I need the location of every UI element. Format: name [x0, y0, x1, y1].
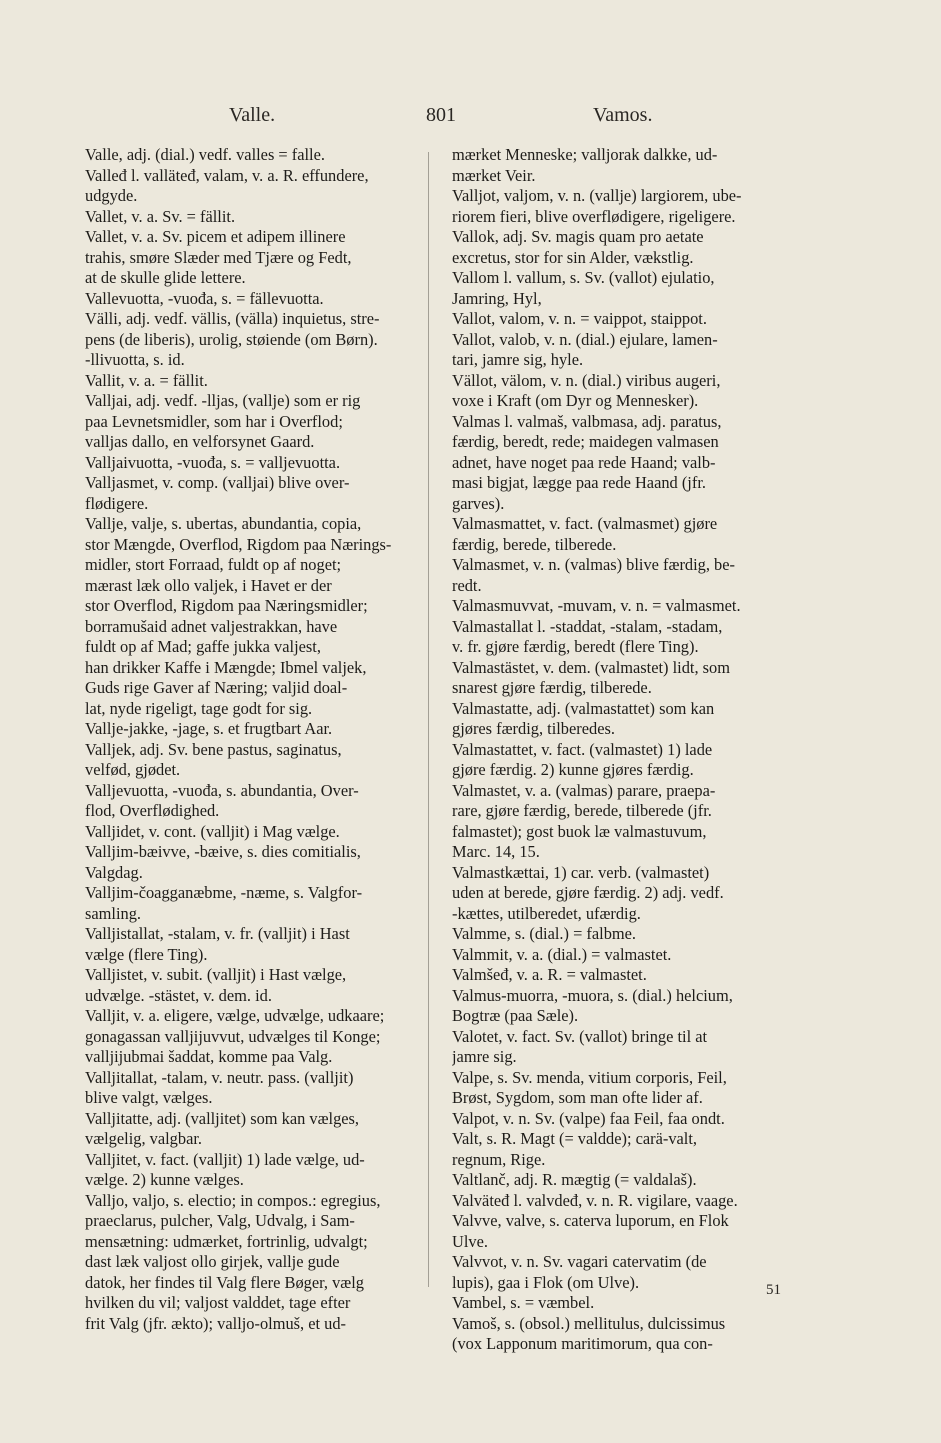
text-line: Valljasmet, v. comp. (valljai) blive over- — [85, 473, 350, 492]
text-line: Vamoš, s. (obsol.) mellitulus, dulcissimus — [452, 1313, 726, 1333]
text-line: Valljit, v. a. eligere, vælge, udvælge, udkaare; — [85, 1006, 385, 1025]
text-line: vælge. 2) kunne vælges. — [85, 1170, 244, 1189]
text-line: masi bigjat, lægge paa rede Haand (jfr. — [452, 473, 706, 492]
text-line: Valljitallat, -talam, v. neutr. pass. (valljit) — [85, 1067, 354, 1087]
text-line: Vallot, valob, v. n. (dial.) ejulare, lamen- — [452, 329, 718, 349]
text-line: gonagassan valljijuvvut, udvælges til Konge; — [85, 1026, 381, 1046]
text-line: Bogtræ (paa Sæle). — [452, 1006, 579, 1025]
text-line: flod, Overflødighed. — [85, 801, 220, 820]
text-line: at de skulle glide lettere. — [85, 268, 246, 287]
text-line: Vallot, valom, v. n. = vaippot, staippot. — [452, 309, 707, 328]
text-line: Valpe, s. Sv. menda, vitium corporis, Feil, — [452, 1067, 727, 1087]
text-line: Valle, adj. (dial.) vedf. valles = falle. — [85, 145, 325, 164]
text-line: Valmasmattet, v. fact. (valmasmet) gjøre — [452, 514, 718, 533]
text-line: falmastet); gost buok læ valmastuvum, — [452, 821, 707, 841]
text-line: Ulve. — [452, 1231, 488, 1251]
text-line: Vallet, v. a. Sv. = fällit. — [85, 206, 236, 226]
text-line: pens (de liberis), urolig, støiende (om Børn). — [85, 329, 378, 349]
text-line: stor Mængde, Overflod, Rigdom paa Nærings- — [85, 534, 392, 554]
text-line: hvilken du vil; valjost valddet, tage efter — [85, 1293, 351, 1312]
text-line: Valljitet, v. fact. (valljit) 1) lade vælge, ud- — [85, 1149, 365, 1169]
text-line: Valleđ l. valläteđ, valam, v. a. R. effundere, — [85, 165, 369, 185]
text-line: Valljai, adj. vedf. -lljas, (vallje) som er rig — [85, 391, 361, 410]
text-line: Valpot, v. n. Sv. (valpe) faa Feil, faa ondt. — [452, 1108, 725, 1128]
text-line: lat, nyde rigeligt, tage godt for sig. — [85, 698, 313, 718]
text-line: tari, jamre sig, hyle. — [452, 350, 584, 369]
text-line: regnum, Rige. — [452, 1149, 546, 1169]
text-line: riorem fieri, blive overflødigere, rigeligere. — [452, 206, 736, 226]
text-line: Jamring, Hyl, — [452, 288, 542, 308]
text-line: Brøst, Sygdom, som man ofte lider af. — [452, 1088, 703, 1107]
text-line: Marc. 14, 15. — [452, 842, 540, 861]
text-line: Vällot, välom, v. n. (dial.) viribus augeri, — [452, 370, 721, 390]
text-line: -kættes, utilberedet, ufærdig. — [452, 903, 641, 923]
text-line: færdig, berede, tilberede. — [452, 534, 617, 554]
text-line: Valvve, valve, s. caterva luporum, en Flok — [452, 1211, 729, 1230]
text-line: velfød, gjødet. — [85, 760, 181, 779]
text-line: mensætning: udmærket, fortrinlig, udvalgt; — [85, 1231, 368, 1251]
text-line: Valmme, s. (dial.) = falbme. — [452, 924, 637, 943]
signature-number: 51 — [766, 1282, 781, 1298]
text-line: Valmastatte, adj. (valmastattet) som kan — [452, 698, 715, 718]
text-line: Valtlanč, adj. R. mægtig (= valdalaš). — [452, 1170, 697, 1189]
text-line: Valljot, valjom, v. n. (vallje) largiorem, ube- — [452, 186, 742, 205]
text-line: Valmšeđ, v. a. R. = valmastet. — [452, 965, 647, 984]
text-line: frit Valg (jfr. ækto); valljo-olmuš, et ud- — [85, 1313, 346, 1333]
text-line: Valt, s. R. Magt (= valdde); carä-valt, — [452, 1129, 698, 1148]
text-line: Valmastästet, v. dem. (valmastet) lidt, som — [452, 657, 730, 677]
text-line: v. fr. gjøre færdig, beredt (flere Ting). — [452, 637, 699, 656]
text-line: udvælge. -stästet, v. dem. id. — [85, 985, 272, 1005]
text-line: Valmmit, v. a. (dial.) = valmastet. — [452, 944, 672, 964]
text-line: Valljitatte, adj. (valljitet) som kan vælges, — [85, 1108, 360, 1128]
text-line: Valljek, adj. Sv. bene pastus, saginatus, — [85, 739, 342, 759]
text-line: flødigere. — [85, 493, 149, 513]
text-line: Valljim-bæivve, -bæive, s. dies comitialis, — [85, 842, 361, 861]
text-line: Valgdag. — [85, 862, 143, 882]
text-line: Välli, adj. vedf. vällis, (välla) inquietus, stre- — [85, 309, 380, 328]
text-line: Vallje-jakke, -jage, s. et frugtbart Aar. — [85, 719, 333, 738]
text-line: dast læk valjost ollo girjek, vallje gude — [85, 1252, 340, 1271]
text-line: vælgelig, valgbar. — [85, 1129, 202, 1148]
text-line: Valmus-muorra, -muora, s. (dial.) helcium, — [452, 985, 733, 1005]
text-line: mærket Menneske; valljorak dalkke, ud- — [452, 145, 718, 164]
text-line: midler, stort Forraad, fuldt op af noget; — [85, 555, 342, 574]
text-line: blive valgt, vælges. — [85, 1088, 213, 1107]
text-line: borramušaid adnet valjestrakkan, have — [85, 616, 338, 636]
text-line: Vambel, s. = væmbel. — [452, 1293, 595, 1312]
text-line: vælge (flere Ting). — [85, 944, 208, 964]
text-line: Vallje, valje, s. ubertas, abundantia, copia, — [85, 514, 362, 533]
text-line: Valmastet, v. a. (valmas) parare, praepa- — [452, 780, 716, 800]
text-line: lupis), gaa i Flok (om Ulve). — [452, 1272, 640, 1292]
text-line: rare, gjøre færdig, berede, tilberede (jfr. — [452, 801, 712, 820]
left-column — [85, 145, 421, 1334]
right-column — [452, 145, 790, 1355]
column-divider — [428, 152, 429, 1287]
text-line: -llivuotta, s. id. — [85, 350, 185, 369]
text-line: Vallom l. vallum, s. Sv. (vallot) ejulatio, — [452, 268, 715, 287]
text-line: samling. — [85, 903, 141, 923]
text-line: voxe i Kraft (om Dyr og Mennesker). — [452, 391, 699, 410]
running-header — [0, 104, 941, 136]
text-line: stor Overflod, Rigdom paa Næringsmidler; — [85, 596, 368, 615]
text-line: Valljidet, v. cont. (valljit) i Mag vælge. — [85, 821, 340, 841]
text-line: mærast læk ollo valjek, i Havet er der — [85, 575, 332, 595]
text-line: excretus, stor for sin Alder, vækstlig. — [452, 247, 694, 267]
text-line: fuldt op af Mad; gaffe jukka valjest, — [85, 637, 321, 656]
text-line: paa Levnetsmidler, som har i Overflod; — [85, 411, 343, 431]
text-line: Vallok, adj. Sv. magis quam pro aetate — [452, 227, 704, 246]
text-line: Valväteđ l. valvdeđ, v. n. R. vigilare, vaage. — [452, 1190, 738, 1210]
text-line: valljas dallo, en velforsynet Gaard. — [85, 432, 315, 451]
text-line: praeclarus, pulcher, Valg, Udvalg, i Sam- — [85, 1211, 355, 1230]
text-line: garves). — [452, 493, 505, 513]
text-line: valljijubmai šaddat, komme paa Valg. — [85, 1047, 333, 1066]
text-line: gjøres færdig, tilberedes. — [452, 719, 615, 738]
text-line: Valljevuotta, -vuođa, s. abundantia, Over- — [85, 780, 359, 800]
text-line: uden at berede, gjøre færdig. 2) adj. vedf. — [452, 883, 724, 902]
text-line: redt. — [452, 575, 482, 595]
header-last-entry: Vamos. — [593, 104, 653, 126]
text-line: Valljistet, v. subit. (valljit) i Hast vælge, — [85, 965, 347, 984]
text-line: Vallevuotta, -vuođa, s. = fällevuotta. — [85, 288, 324, 308]
text-line: jamre sig. — [452, 1047, 517, 1066]
text-line: Valmastattet, v. fact. (valmastet) 1) lade — [452, 739, 713, 759]
text-line: Valmasmet, v. n. (valmas) blive færdig, be- — [452, 555, 735, 574]
text-line: Guds rige Gaver af Næring; valjid doal- — [85, 678, 348, 697]
text-line: Valmastkættai, 1) car. verb. (valmastet) — [452, 862, 710, 882]
header-page-number: 801 — [426, 104, 456, 126]
text-line: han drikker Kaffe i Mængde; Ibmel valjek, — [85, 657, 367, 677]
text-line: trahis, smøre Slæder med Tjære og Fedt, — [85, 247, 352, 267]
text-line: Valvvot, v. n. Sv. vagari catervatim (de — [452, 1252, 707, 1271]
text-line: Vallit, v. a. = fällit. — [85, 370, 208, 390]
text-line: Valmas l. valmaš, valbmasa, adj. paratus, — [452, 411, 722, 431]
text-line: datok, her findes til Valg flere Bøger, vælg — [85, 1272, 364, 1292]
text-line: Valmastallat l. -staddat, -stalam, -stadam, — [452, 616, 723, 636]
header-first-entry: Valle. — [229, 104, 276, 126]
text-line: Vallet, v. a. Sv. picem et adipem illinere — [85, 227, 346, 246]
text-line: færdig, beredt, rede; maidegen valmasen — [452, 432, 719, 451]
text-line: adnet, have noget paa rede Haand; valb- — [452, 452, 716, 472]
text-line: Valmasmuvvat, -muvam, v. n. = valmasmet. — [452, 596, 741, 615]
text-line: Valljim-čoagganæbme, -næme, s. Valgfor- — [85, 883, 363, 902]
text-line: Valljistallat, -stalam, v. fr. (valljit) i Hast — [85, 924, 350, 943]
text-line: gjøre færdig. 2) kunne gjøres færdig. — [452, 760, 694, 779]
text-line: Valotet, v. fact. Sv. (vallot) bringe til at — [452, 1026, 708, 1046]
text-line: snarest gjøre færdig, tilberede. — [452, 678, 652, 697]
text-line: Valljaivuotta, -vuođa, s. = valljevuotta. — [85, 452, 341, 472]
text-line: udgyde. — [85, 186, 138, 205]
text-line: (vox Lapponum maritimorum, qua con- — [452, 1334, 713, 1353]
text-line: Valljo, valjo, s. electio; in compos.: egregius, — [85, 1190, 381, 1210]
text-line: mærket Veir. — [452, 165, 536, 185]
